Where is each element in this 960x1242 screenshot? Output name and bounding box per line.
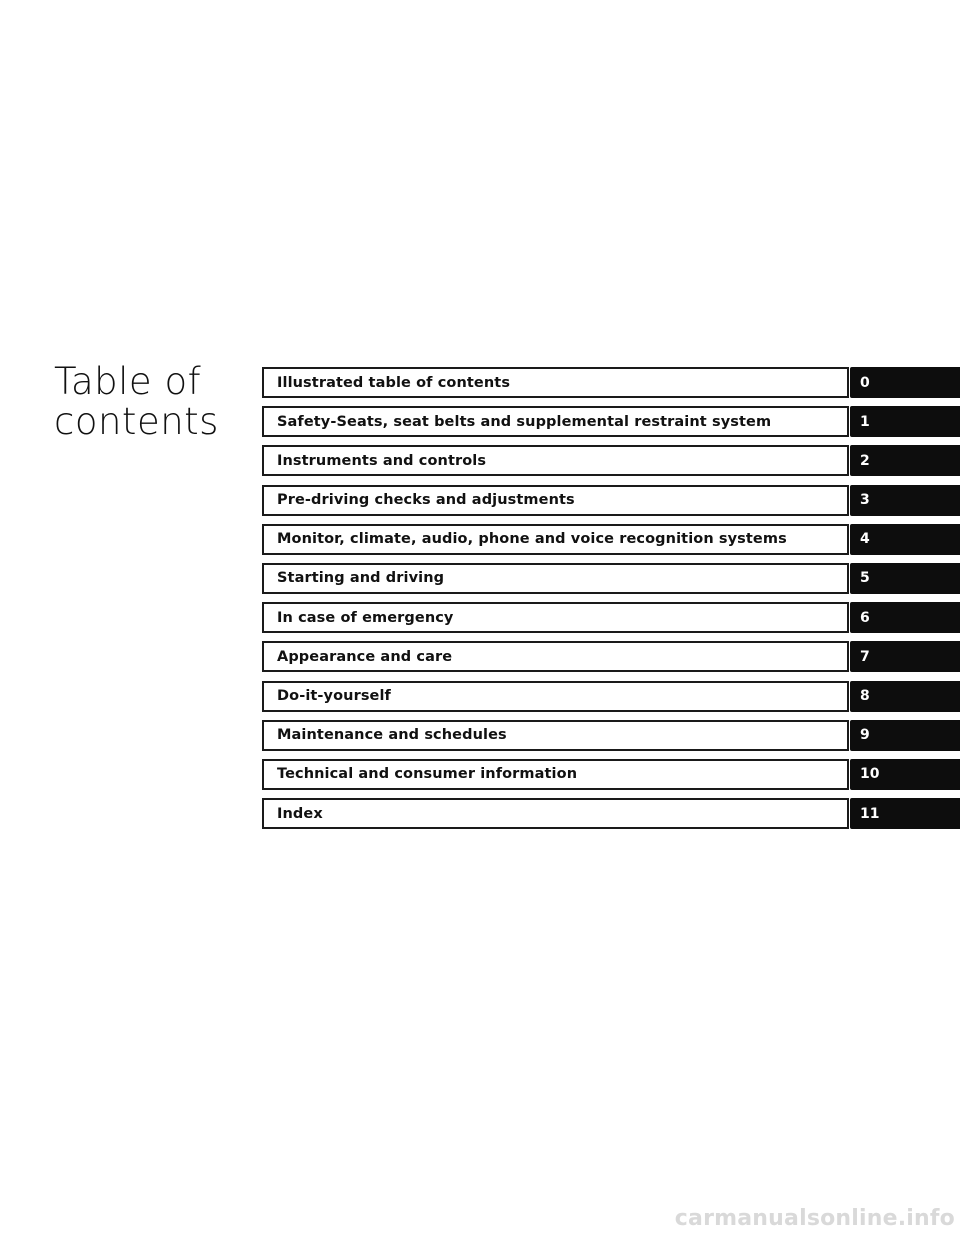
toc-entry-11[interactable] [262,798,960,829]
toc-entry-6[interactable] [262,602,960,633]
toc-entry-8[interactable] [262,681,960,712]
toc-entry-label: Starting and driving [277,570,445,587]
chapter-number: 2 [860,452,870,469]
toc-entry-3[interactable] [262,485,960,516]
toc-entry-label: Safety-Seats, seat belts and supplemental restraint system [277,413,772,430]
chapter-number: 5 [860,570,870,587]
toc-entry-label: Appearance and care [277,648,453,665]
toc-entry-label-box[interactable] [262,485,849,516]
toc-entry-label-box[interactable] [262,681,849,712]
toc-entry-label-box[interactable] [262,563,849,594]
chapter-tab[interactable] [850,485,960,516]
chapter-tab[interactable] [850,602,960,633]
chapter-tab[interactable] [850,720,960,751]
chapter-tab[interactable] [850,445,960,476]
chapter-tab[interactable] [850,681,960,712]
page-title-line-1: Table of [54,360,202,403]
chapter-tab[interactable] [850,406,960,437]
chapter-tab[interactable] [850,759,960,790]
toc-entry-label-box[interactable] [262,641,849,672]
chapter-number: 10 [860,766,880,783]
chapter-number: 9 [860,727,870,744]
toc-entry-10[interactable] [262,759,960,790]
chapter-number: 8 [860,688,870,704]
toc-entry-9[interactable] [262,720,960,751]
chapter-number: 0 [860,374,870,391]
toc-entry-0[interactable] [262,367,960,398]
page-title-line-2: contents [54,400,219,443]
toc-entry-2[interactable] [262,445,960,476]
page-title [54,362,244,442]
toc-entry-label-box[interactable] [262,720,849,751]
toc-entry-label: Index [277,805,323,822]
toc-entry-label-box[interactable] [262,524,849,555]
toc-entry-label-box[interactable] [262,367,849,398]
toc-entry-label-box[interactable] [262,406,849,437]
toc-entry-label: Do-it-yourself [277,688,391,704]
chapter-number: 11 [860,805,880,822]
chapter-tab[interactable] [850,641,960,672]
chapter-tab[interactable] [850,563,960,594]
toc-entry-label: Instruments and controls [277,452,487,469]
chapter-number: 1 [860,413,870,430]
table-of-contents-list [262,367,960,837]
toc-entry-label: Maintenance and schedules [277,727,507,744]
toc-entry-label-box[interactable] [262,759,849,790]
chapter-number: 3 [860,492,870,509]
toc-entry-label-box[interactable] [262,798,849,829]
chapter-tab[interactable] [850,798,960,829]
toc-entry-4[interactable] [262,524,960,555]
toc-entry-7[interactable] [262,641,960,672]
toc-entry-label: Monitor, climate, audio, phone and voice recognition systems [277,531,787,548]
toc-entry-1[interactable] [262,406,960,437]
toc-entry-label-box[interactable] [262,445,849,476]
toc-entry-label: In case of emergency [277,609,454,626]
toc-entry-label-box[interactable] [262,602,849,633]
chapter-number: 7 [860,648,870,665]
toc-entry-5[interactable] [262,563,960,594]
chapter-tab[interactable] [850,524,960,555]
toc-entry-label: Pre-driving checks and adjustments [277,492,575,509]
toc-entry-label: Illustrated table of contents [277,374,511,391]
chapter-number: 6 [860,609,870,626]
watermark: carmanualsonline.info [674,1206,955,1231]
chapter-tab[interactable] [850,367,960,398]
chapter-number: 4 [860,531,870,548]
toc-entry-label: Technical and consumer information [277,766,578,783]
